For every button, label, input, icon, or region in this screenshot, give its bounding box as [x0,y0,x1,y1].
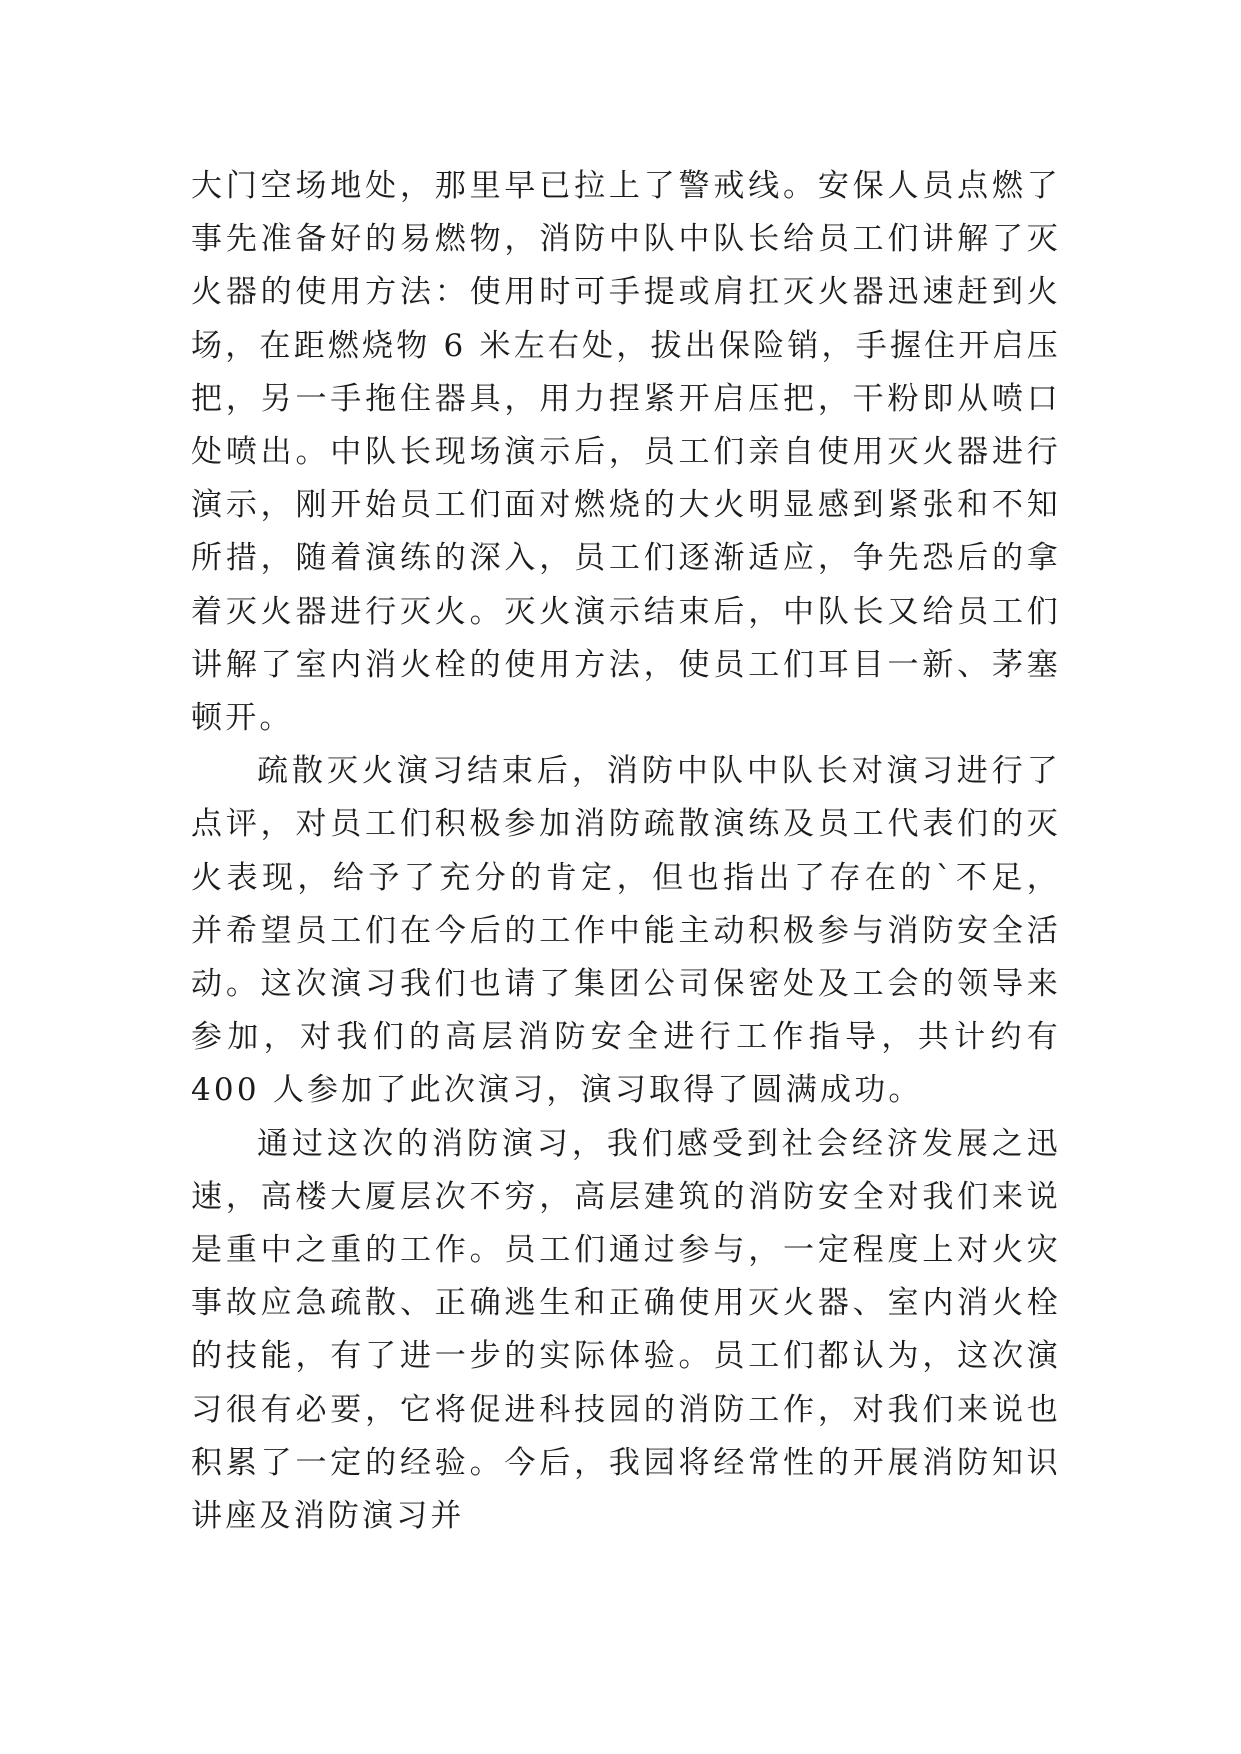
paragraph-2: 疏散灭火演习结束后，消防中队中队长对演习进行了点评，对员工们积极参加消防疏散演练及员工代表们的灭火表现，给予了充分的肯定，但也指出了存在的`不足，并希望员工们在今后的工作中能主动积极参与消防安全活动。这次演习我们也请了集团公司保密处及工会的领导来参加，对我们的高层消防安全进行工作指导，共计约有 400 人参加了此次演习，演习取得了圆满成功。 [191,753,1061,1109]
body-text [191,160,1061,1543]
paragraph-3: 通过这次的消防演习，我们感受到社会经济发展之迅速，高楼大厦层次不穷，高层建筑的消防安全对我们来说是重中之重的工作。员工们通过参与，一定程度上对火灾事故应急疏散、正确逃生和正确使用灭火器、室内消火栓的技能，有了进一步的实际体验。员工们都认为，这次演习很有必要，它将促进科技园的消防工作，对我们来说也积累了一定的经验。今后，我园将经常性的开展消防知识讲座及消防演习并 [191,1125,1061,1535]
paragraph-1: 大门空场地处，那里早已拉上了警戒线。安保人员点燃了事先准备好的易燃物，消防中队中队长给员工们讲解了灭火器的使用方法：使用时可手提或肩扛灭火器迅速赶到火场，在距燃烧物 6 米左右处，拔出保险销，手握住开启压把，另一手拖住器具，用力捏紧开启压把，干粉即从喷口处喷出。中队长现场演示后，员工们亲自使用灭火器进行演示，刚开始员工们面对燃烧的大火明显感到紧张和不知所措，随着演练的深入，员工们逐渐适应，争先恐后的拿着灭火器进行灭火。灭火演示结束后，中队长又给员工们讲解了室内消火栓的使用方法，使员工们耳目一新、茅塞顿开。 [191,168,1061,737]
